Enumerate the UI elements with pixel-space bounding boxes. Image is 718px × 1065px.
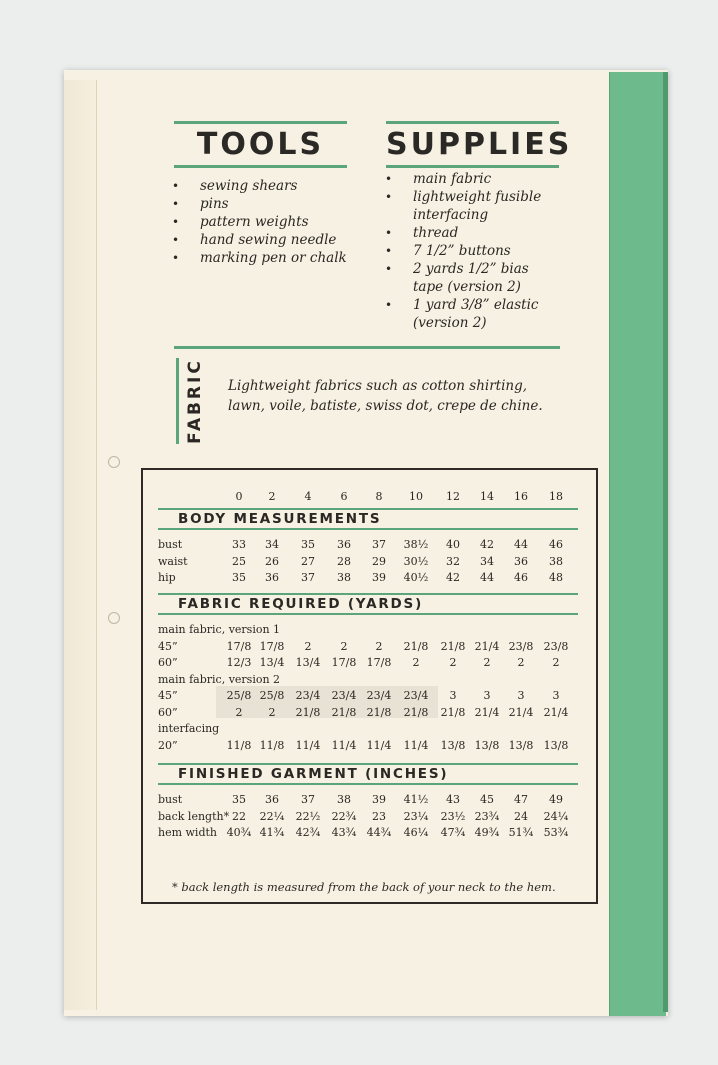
table-cell: 47 xyxy=(514,793,528,806)
table-cell: 17/8 xyxy=(366,656,392,669)
row-label: hip xyxy=(158,571,176,584)
table-cell: 47¾ xyxy=(440,826,466,839)
table-cell: 21/8 xyxy=(403,705,429,719)
size-label: 10 xyxy=(409,490,423,503)
envelope-flap xyxy=(64,80,97,1010)
table-cell: 40¾ xyxy=(226,826,252,839)
table-cell: 23/4 xyxy=(403,689,429,702)
table-cell: 13/4 xyxy=(259,656,285,669)
table-cell: 2 xyxy=(517,656,525,669)
table-cell: 13/8 xyxy=(474,738,500,752)
supplies-item: • 2 yards 1/2” bias tape (version 2) xyxy=(385,260,560,296)
size-label: 6 xyxy=(340,490,348,503)
table-cell: 23¼ xyxy=(403,809,429,823)
section-title: FABRIC REQUIRED (YARDS) xyxy=(178,596,424,612)
table-cell: 36 xyxy=(337,538,351,551)
row-label: bust xyxy=(158,793,183,806)
row-label: 60” xyxy=(158,656,178,669)
row-label: 45” xyxy=(158,689,178,702)
table-cell: 2 xyxy=(412,656,420,669)
table-cell: 23/8 xyxy=(508,639,534,653)
flap-notch xyxy=(108,612,120,624)
table-cell: 43 xyxy=(446,793,460,806)
supplies-item: • 1 yard 3/8” elastic (version 2) xyxy=(385,296,560,332)
table-cell: 11/4 xyxy=(295,738,321,752)
table-cell: 25 xyxy=(232,554,246,568)
table-cell: 37 xyxy=(301,571,315,584)
table-cell: 53¾ xyxy=(543,826,569,839)
table-cell: 3 xyxy=(449,689,457,702)
table-cell: 42 xyxy=(480,538,494,551)
tools-title: TOOLS xyxy=(196,127,325,162)
table-cell: 25/8 xyxy=(226,689,252,702)
table-cell: 49 xyxy=(549,793,563,806)
table-cell: 35 xyxy=(232,793,246,806)
supplies-item: • main fabric xyxy=(385,170,560,188)
section-header xyxy=(158,763,578,785)
table-cell: 2 xyxy=(449,656,457,669)
cover-spine xyxy=(663,72,668,1012)
size-label: 14 xyxy=(480,490,494,503)
table-cell: 40½ xyxy=(403,571,429,584)
table-cell: 44 xyxy=(514,538,528,551)
table-cell: 2 xyxy=(340,639,348,653)
table-cell: 12/3 xyxy=(226,656,252,669)
row-label: bust xyxy=(158,538,183,551)
table-cell: 21/8 xyxy=(440,639,466,653)
table-cell: 22 xyxy=(232,809,246,823)
table-cell: 42 xyxy=(446,571,460,584)
row-label: back length* xyxy=(158,809,230,823)
table-cell: 39 xyxy=(372,793,386,806)
row-label: 45” xyxy=(158,639,178,653)
size-label: 8 xyxy=(375,490,383,503)
green-cover-edge xyxy=(609,72,666,1016)
table-cell: 11/8 xyxy=(259,738,285,752)
row-label: 20” xyxy=(158,738,178,752)
fabric-label: FABRIC xyxy=(185,358,205,444)
table-cell: 23 xyxy=(372,809,386,823)
tools-item: • marking pen or chalk xyxy=(172,249,347,267)
table-cell: 23/4 xyxy=(331,689,357,702)
table-cell: 37 xyxy=(372,538,386,551)
table-cell: 35 xyxy=(301,538,315,551)
table-cell: 42¾ xyxy=(295,826,321,839)
table-cell: 39 xyxy=(372,571,386,584)
table-cell: 17/8 xyxy=(331,656,357,669)
table-cell: 2 xyxy=(235,705,243,719)
table-cell: 3 xyxy=(517,689,525,702)
table-cell: 21/8 xyxy=(331,705,357,719)
size-label: 4 xyxy=(304,490,312,503)
table-cell: 34 xyxy=(480,554,494,568)
table-cell: 44¾ xyxy=(366,826,392,839)
row-group-label: main fabric, version 1 xyxy=(158,623,281,636)
size-label: 16 xyxy=(514,490,528,503)
table-cell: 23/4 xyxy=(295,689,321,702)
table-cell: 21/4 xyxy=(543,705,569,719)
table-cell: 38 xyxy=(337,571,351,584)
size-label: 0 xyxy=(235,490,243,503)
table-cell: 23/8 xyxy=(543,639,569,653)
table-cell: 32 xyxy=(446,554,460,568)
table-cell: 38 xyxy=(549,554,563,568)
row-label: 60” xyxy=(158,705,178,719)
table-cell: 44 xyxy=(480,571,494,584)
tools-item: • hand sewing needle xyxy=(172,231,347,249)
table-cell: 11/8 xyxy=(226,738,252,752)
fabric-tab xyxy=(176,358,213,444)
table-cell: 2 xyxy=(268,705,276,719)
table-cell: 41½ xyxy=(403,793,429,806)
table-cell: 25/8 xyxy=(259,689,285,702)
table-cell: 17/8 xyxy=(259,639,285,653)
table-cell: 21/8 xyxy=(295,705,321,719)
table-cell: 11/4 xyxy=(366,738,392,752)
footnote: * back length is measured from the back of your neck to the hem. xyxy=(172,880,556,894)
tools-item: • sewing shears xyxy=(172,177,347,195)
table-cell: 46 xyxy=(514,571,528,584)
table-cell: 23/4 xyxy=(366,689,392,702)
row-group-label: interfacing xyxy=(158,722,220,735)
table-cell: 23¾ xyxy=(474,809,500,823)
table-cell: 3 xyxy=(483,689,491,702)
table-cell: 36 xyxy=(265,571,279,584)
table-cell: 45 xyxy=(480,793,494,806)
table-cell: 23½ xyxy=(440,809,466,823)
row-group-label: main fabric, version 2 xyxy=(158,672,281,686)
section-divider xyxy=(174,346,560,349)
supplies-item: • thread xyxy=(385,224,560,242)
supplies-item: • 7 1/2” buttons xyxy=(385,242,560,260)
table-cell: 24¼ xyxy=(543,809,569,823)
table-cell: 27 xyxy=(301,554,315,568)
size-label: 18 xyxy=(549,490,563,503)
table-cell: 46¼ xyxy=(403,826,429,839)
table-cell: 40 xyxy=(446,538,460,551)
supplies-header xyxy=(386,121,573,168)
table-cell: 38 xyxy=(337,793,351,806)
fabric-description: Lightweight fabrics such as cotton shirting, lawn, voile, batiste, swiss dot, crepe de chine. xyxy=(228,378,543,414)
table-cell: 24 xyxy=(514,809,528,823)
tools-list xyxy=(172,177,347,267)
table-cell: 22¼ xyxy=(259,809,285,823)
table-cell: 41¾ xyxy=(259,826,285,839)
table-cell: 21/4 xyxy=(474,639,500,653)
table-cell: 48 xyxy=(549,571,563,584)
table-cell: 17/8 xyxy=(226,639,252,653)
table-cell: 2 xyxy=(375,639,383,653)
table-cell: 11/4 xyxy=(331,738,357,752)
supplies-title: SUPPLIES xyxy=(386,127,573,162)
table-cell: 22¾ xyxy=(331,809,357,823)
table-cell: 21/4 xyxy=(508,705,534,719)
table-cell: 33 xyxy=(232,538,246,551)
table-cell: 49¾ xyxy=(474,826,500,839)
table-cell: 2 xyxy=(304,639,312,653)
size-label: 2 xyxy=(268,490,276,503)
table-cell: 38½ xyxy=(403,538,429,551)
table-cell: 35 xyxy=(232,571,246,584)
table-cell: 21/8 xyxy=(440,705,466,719)
table-cell: 51¾ xyxy=(508,826,534,839)
table-cell: 3 xyxy=(552,689,560,702)
size-label: 12 xyxy=(446,490,460,503)
table-cell: 30½ xyxy=(403,554,429,568)
tools-item: • pins xyxy=(172,195,347,213)
table-cell: 28 xyxy=(337,554,351,568)
table-cell: 46 xyxy=(549,538,563,551)
table-cell: 34 xyxy=(265,538,279,551)
section-title: FINISHED GARMENT (INCHES) xyxy=(178,766,449,782)
section-header xyxy=(158,593,578,615)
table-cell: 26 xyxy=(265,554,279,568)
section-title: BODY MEASUREMENTS xyxy=(178,511,382,527)
table-cell: 29 xyxy=(372,554,386,568)
table-cell: 21/8 xyxy=(366,705,392,719)
table-cell: 37 xyxy=(301,793,315,806)
table-cell: 21/8 xyxy=(403,639,429,653)
tools-header xyxy=(174,121,347,168)
table-cell: 43¾ xyxy=(331,826,357,839)
table-cell: 13/8 xyxy=(508,738,534,752)
row-label: hem width xyxy=(158,826,218,839)
table-cell: 22½ xyxy=(295,809,321,823)
section-header xyxy=(158,508,578,530)
flap-notch xyxy=(108,456,120,468)
table-cell: 36 xyxy=(514,554,528,568)
table-cell: 36 xyxy=(265,793,279,806)
supplies-list xyxy=(385,170,560,332)
supplies-item: • lightweight fusible interfacing xyxy=(385,188,560,224)
table-cell: 13/4 xyxy=(295,656,321,669)
table-cell: 21/4 xyxy=(474,705,500,719)
tools-item: • pattern weights xyxy=(172,213,347,231)
table-cell: 11/4 xyxy=(403,738,429,752)
table-cell: 13/8 xyxy=(543,738,569,752)
table-cell: 2 xyxy=(552,656,560,669)
table-cell: 13/8 xyxy=(440,738,466,752)
row-label: waist xyxy=(158,554,188,568)
table-cell: 2 xyxy=(483,656,491,669)
